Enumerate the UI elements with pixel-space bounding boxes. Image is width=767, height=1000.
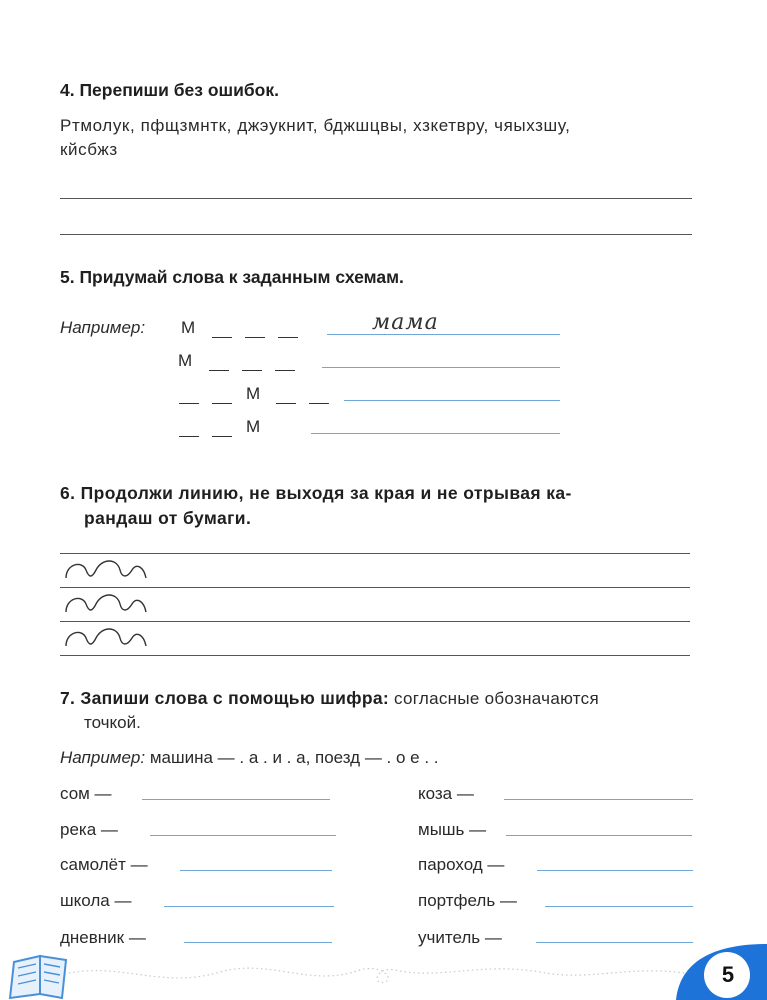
page-number: 5 — [721, 962, 735, 987]
wave-pattern — [62, 556, 162, 586]
track-line — [60, 621, 690, 622]
cipher-answer-line[interactable] — [164, 906, 334, 907]
answer-line[interactable] — [344, 400, 560, 401]
word-label: сом — — [60, 784, 112, 803]
writing-line[interactable] — [60, 234, 692, 235]
task-5-title: 5. Придумай слова к заданным схемам. — [60, 267, 404, 287]
writing-line[interactable] — [60, 198, 692, 199]
scheme-letter: М — [246, 384, 261, 403]
example-answer: мама — [372, 310, 439, 335]
task-6-title-line2: рандаш от бумаги. — [84, 508, 252, 528]
task-4-text-line2: кйсбжз — [60, 140, 118, 159]
answer-line[interactable] — [322, 367, 560, 368]
task-7-example — [60, 748, 439, 768]
word-label: портфель — — [418, 891, 517, 910]
task-6-title-line1: 6. Продолжи линию, не выходя за края и не отрывая ка- — [60, 483, 572, 503]
cipher-answer-line[interactable] — [184, 942, 332, 943]
scheme-blank — [209, 370, 229, 371]
cipher-answer-line[interactable] — [142, 799, 330, 800]
task-4-text-line1: Ртмолук, пфщзмнтк, джэукнит, бджшцвы, хзкетвру, чяыхзшу, — [60, 116, 571, 135]
word-label: мышь — — [418, 820, 487, 839]
word-label: самолёт — — [60, 855, 148, 874]
cipher-answer-line[interactable] — [545, 906, 693, 907]
answer-line[interactable] — [311, 433, 560, 434]
scheme-blank — [276, 403, 296, 404]
word-label: дневник — — [60, 928, 146, 947]
word-label: учитель — — [418, 928, 502, 947]
task-7-title-line2: точкой. — [84, 713, 141, 732]
track-line — [60, 587, 690, 588]
scheme-blank — [212, 436, 232, 437]
footer-decoration — [0, 950, 767, 1000]
scheme-blank — [278, 337, 298, 338]
wave-pattern — [62, 624, 162, 654]
word-label: пароход — — [418, 855, 505, 874]
example-label: Например: — [60, 318, 146, 337]
scheme-blank — [212, 403, 232, 404]
word-label: река — — [60, 820, 118, 839]
scheme-blank — [179, 436, 199, 437]
scheme-blank — [212, 337, 232, 338]
book-icon — [0, 950, 80, 1000]
track-line — [60, 553, 690, 554]
scheme-blank — [242, 370, 262, 371]
scheme-blank — [309, 403, 329, 404]
word-label: школа — — [60, 891, 132, 910]
task-7-title — [60, 688, 599, 709]
task-7-title-bold: 7. Запиши слова с помощью шифра: — [60, 688, 389, 708]
cipher-answer-line[interactable] — [536, 942, 693, 943]
track-line — [60, 655, 690, 656]
scheme-blank — [245, 337, 265, 338]
word-label: коза — — [418, 784, 474, 803]
cipher-answer-line[interactable] — [150, 835, 336, 836]
scheme-letter: М — [178, 351, 193, 370]
cipher-answer-line[interactable] — [180, 870, 332, 871]
task-4-title: 4. Перепиши без ошибок. — [60, 80, 279, 100]
example-label: Например: — [60, 748, 146, 767]
wave-pattern — [62, 590, 162, 620]
example-text: машина — . а . и . а, поезд — . о е . . — [145, 748, 439, 767]
answer-line[interactable] — [327, 334, 560, 335]
cipher-answer-line[interactable] — [537, 870, 693, 871]
cipher-answer-line[interactable] — [504, 799, 693, 800]
cipher-answer-line[interactable] — [506, 835, 692, 836]
scheme-blank — [275, 370, 295, 371]
scheme-letter: М — [246, 417, 261, 436]
task-7-title-rest: согласные обозначаются — [388, 689, 599, 708]
scheme-blank — [179, 403, 199, 404]
scheme-letter: М — [181, 318, 196, 337]
